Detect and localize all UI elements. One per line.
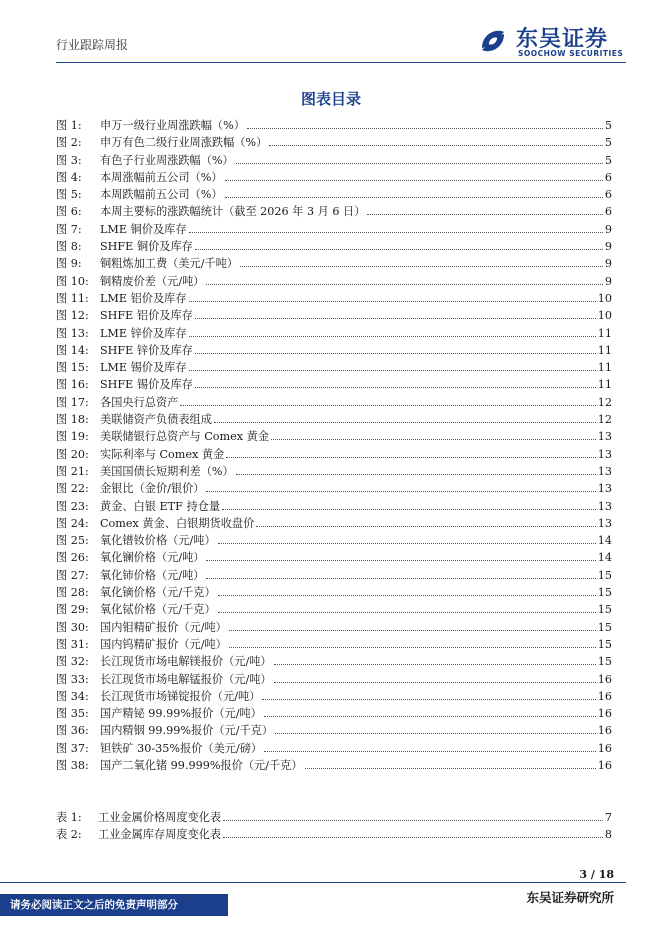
toc-leader-dots [189,290,596,302]
toc-entry-page: 10 [597,309,612,323]
toc-entry[interactable] [56,325,612,342]
toc-entry-number: 图 7: [56,222,82,236]
toc-entry-label: LME 锌价及库存 [100,326,187,340]
toc-entry-number: 图 28: [56,586,89,600]
toc-entry-number: 图 19: [56,430,89,444]
toc-entry-page: 11 [597,361,612,375]
toc-leader-dots [240,255,603,267]
toc-entry-number: 图 11: [56,291,89,305]
toc-entry-number: 图 21: [56,464,89,478]
toc-entry-label: 铜精废价差（元/吨） [100,274,205,288]
toc-entry-label: Comex 黄金、白银期货收盘价 [100,516,255,530]
toc-entry-number: 图 30: [56,620,89,634]
toc-leader-dots [223,809,603,821]
toc-entry-label: 长江现货市场电解镁报价（元/吨） [100,655,272,669]
toc-entry-label: 铜粗炼加工费（美元/千吨） [100,257,239,271]
toc-entry-label: 申万一级行业周涨跌幅（%） [100,119,245,132]
toc-entry-label: 国内钨精矿报价（元/吨） [100,637,227,651]
toc-leader-dots [271,428,596,440]
toc-entry-page: 15 [597,568,612,582]
toc-entry[interactable] [56,117,612,134]
toc-leader-dots [206,273,602,285]
toc-entry-page: 15 [597,620,612,634]
toc-entry-number: 图 20: [56,447,89,461]
toc-entry-label: 美联储银行总资产与 Comex 黄金 [100,430,270,444]
toc-leader-dots [236,152,603,164]
toc-entry-number: 图 27: [56,568,89,582]
toc-leader-dots [274,653,596,665]
toc-entry-number: 图 18: [56,413,89,427]
toc-entry-page: 9 [604,240,612,254]
toc-entry-page: 9 [604,257,612,271]
toc-entry[interactable] [56,290,612,307]
toc-entry-page: 12 [597,413,612,427]
toc-entry-number: 图 35: [56,707,89,721]
toc-entry-number: 图 31: [56,637,89,651]
toc-entry[interactable] [56,186,612,203]
toc-entry-page: 5 [604,136,612,150]
toc-entry[interactable] [56,722,612,739]
toc-entry-label: 国产精铋 99.99%报价（元/吨） [100,707,262,721]
brand-name: 东吴证券 [516,27,609,52]
toc-entry[interactable] [56,740,612,757]
toc-entry-label: 国内精铟 99.99%报价（元/千克） [100,724,274,738]
toc-entry[interactable] [56,809,612,826]
toc-entry-page: 11 [597,343,612,357]
toc-entry[interactable] [56,273,612,290]
toc-entry-page: 13 [597,447,612,461]
toc-entry[interactable] [56,826,612,843]
toc-entry-number: 表 2: [56,828,82,842]
toc-entry-number: 图 32: [56,655,89,669]
toc-leader-dots [226,446,595,458]
toc-entry[interactable] [56,238,612,255]
toc-leader-dots [206,480,595,492]
toc-entry-label: SHFE 铝价及库存 [100,309,193,323]
toc-leader-dots [264,740,596,752]
toc-entry-number: 图 29: [56,603,89,617]
toc-entry[interactable] [56,203,612,220]
disclaimer-banner [0,894,228,916]
toc-entry-number: 图 17: [56,395,89,409]
toc-entry-number: 图 6: [56,205,82,219]
toc-entry-page: 15 [597,603,612,617]
toc-entry-label: 氧化铈价格（元/吨） [100,568,205,582]
toc-entry-number: 图 13: [56,326,89,340]
toc-entry-number: 图 3: [56,153,82,167]
toc-entry-label: 氧化镨钕价格（元/吨） [100,534,216,548]
toc-entry-number: 图 25: [56,534,89,548]
toc-entry[interactable] [56,653,612,670]
toc-leader-dots [218,584,596,596]
toc-leader-dots [264,705,596,717]
toc-entry-label: 氧化镝价格（元/千克） [100,586,216,600]
toc-leader-dots [223,826,603,838]
toc-entry-label: SHFE 铜价及库存 [100,240,193,254]
toc-entry[interactable] [56,601,612,618]
toc-entry[interactable] [56,757,612,774]
toc-entry-number: 图 38: [56,758,89,772]
toc-entry-page: 9 [604,274,612,288]
toc-entry[interactable] [56,619,612,636]
toc-entry-page: 13 [597,482,612,496]
toc-entry-page: 9 [604,222,612,236]
brand-logo [476,22,626,62]
toc-leader-dots [206,567,595,579]
toc-entry-page: 16 [597,741,612,755]
toc-leader-dots [247,117,603,129]
toc-entry[interactable] [56,169,612,186]
toc-entry-page: 15 [597,586,612,600]
toc-entry-number: 图 4: [56,170,82,184]
toc-entry[interactable] [56,532,612,549]
toc-entry[interactable] [56,567,612,584]
page-indicator: 3 / 18 [579,868,614,881]
toc-leader-dots [275,722,596,734]
toc-entry-number: 图 2: [56,136,82,150]
toc-leader-dots [206,549,595,561]
toc-entry-label: 国内钼精矿报价（元/吨） [100,620,227,634]
toc-entry-page: 10 [597,291,612,305]
toc-entry-label: SHFE 锡价及库存 [100,378,193,392]
toc-entry[interactable] [56,359,612,376]
toc-leader-dots [218,532,596,544]
toc-entry-page: 13 [597,464,612,478]
toc-entry-label: 金银比（金价/银价） [100,482,205,496]
toc-entry[interactable] [56,515,612,532]
toc-entry[interactable] [56,411,612,428]
toc-entry-label: 美国国债长短期利差（%） [100,464,234,478]
toc-entry-number: 图 22: [56,482,89,496]
toc-entry-label: 本周主要标的涨跌幅统计（截至 2026 年 3 月 6 日） [100,205,366,219]
toc-leader-dots [236,463,596,475]
toc-title: 图表目录 [300,90,361,108]
toc-entry-number: 图 5: [56,188,82,202]
toc-entry-number: 图 12: [56,309,89,323]
toc-entry-label: 工业金属价格周度变化表 [98,811,222,824]
toc-leader-dots [256,515,595,527]
toc-entry-label: 实际利率与 Comex 黄金 [100,447,225,461]
toc-entry[interactable] [56,342,612,359]
toc-entry-number: 图 15: [56,361,89,375]
figure-list [56,117,612,774]
toc-entry-label: 氧化镧价格（元/吨） [100,551,205,565]
toc-entry-page: 16 [597,758,612,772]
toc-leader-dots [222,498,596,510]
toc-entry-number: 图 23: [56,499,89,513]
toc-entry-label: 氧化铽价格（元/千克） [100,603,216,617]
toc-entry-page: 11 [597,378,612,392]
toc-entry-label: 本周涨幅前五公司（%） [100,170,223,184]
toc-leader-dots [229,636,596,648]
toc-entry-page: 12 [597,395,612,409]
toc-entry-number: 图 9: [56,257,82,271]
toc-entry-page: 16 [597,689,612,703]
toc-entry[interactable] [56,636,612,653]
toc-entry-number: 图 37: [56,741,89,755]
table-list [56,809,612,844]
toc-entry-page: 7 [604,811,612,824]
toc-entry-page: 5 [604,153,612,167]
toc-entry[interactable] [56,463,612,480]
toc-leader-dots [218,601,596,613]
toc-entry-label: 有色子行业周涨跌幅（%） [100,153,234,167]
toc-leader-dots [305,757,596,769]
toc-entry[interactable] [56,498,612,515]
toc-leader-dots [225,186,603,198]
toc-entry-label: LME 铝价及库存 [100,291,187,305]
toc-leader-dots [262,688,595,700]
toc-entry[interactable] [56,480,612,497]
toc-entry[interactable] [56,428,612,445]
toc-entry-label: 国产二氧化锗 99.999%报价（元/千克） [100,758,303,772]
toc-entry-number: 图 16: [56,378,89,392]
toc-entry-label: LME 锡价及库存 [100,361,187,375]
toc-entry-label: 钽铁矿 30-35%报价（美元/磅） [100,741,263,755]
toc-entry[interactable] [56,376,612,393]
toc-entry-label: LME 铜价及库存 [100,222,187,236]
toc-entry-page: 11 [597,326,612,340]
toc-entry-label: SHFE 锌价及库存 [100,343,193,357]
toc-entry-page: 15 [597,637,612,651]
toc-entry[interactable] [56,705,612,722]
toc-entry[interactable] [56,307,612,324]
toc-entry-number: 图 10: [56,274,89,288]
toc-entry-label: 黄金、白银 ETF 持仓量 [100,499,221,513]
toc-entry-page: 5 [604,119,612,132]
toc-leader-dots [229,619,596,631]
toc-leader-dots [269,134,603,146]
toc-entry[interactable] [56,688,612,705]
toc-entry-label: 长江现货市场锑锭报价（元/吨） [100,689,261,703]
toc-entry-page: 16 [597,724,612,738]
toc-entry-page: 6 [604,170,612,184]
toc-entry-page: 8 [604,828,612,842]
soochow-logo-icon [476,24,510,58]
toc-leader-dots [195,376,596,388]
toc-entry[interactable] [56,584,612,601]
disclaimer-note: 请务必阅读正文之后的免责声明部分 [10,899,178,911]
toc-leader-dots [189,359,596,371]
toc-entry[interactable] [56,671,612,688]
header-rule [56,62,626,63]
toc-entry-page: 14 [597,551,612,565]
toc-entry-page: 16 [597,672,612,686]
toc-leader-dots [274,671,596,683]
toc-leader-dots [225,169,603,181]
toc-entry[interactable] [56,134,612,151]
toc-entry[interactable] [56,221,612,238]
toc-entry-page: 13 [597,499,612,513]
toc-leader-dots [195,307,596,319]
toc-entry-number: 表 1: [56,811,82,824]
toc-entry[interactable] [56,255,612,272]
toc-entry[interactable] [56,446,612,463]
toc-entry-number: 图 24: [56,516,89,530]
toc-leader-dots [180,394,595,406]
toc-entry-number: 图 8: [56,240,82,254]
toc-entry-page: 13 [597,516,612,530]
toc-entry[interactable] [56,152,612,169]
toc-entry-page: 13 [597,430,612,444]
institute-name: 东吴证券研究所 [526,890,614,905]
toc-leader-dots [367,203,602,215]
toc-entry-number: 图 34: [56,689,89,703]
toc-leader-dots [195,238,603,250]
toc-entry-page: 16 [597,707,612,721]
toc-entry-label: 工业金属库存周度变化表 [98,828,222,842]
toc-leader-dots [195,342,596,354]
toc-entry-label: 美联储资产负债表组成 [100,413,212,427]
toc-leader-dots [189,221,603,233]
toc-entry[interactable] [56,394,612,411]
footer-rule [0,882,626,883]
toc-entry[interactable] [56,549,612,566]
brand-name-en: SOOCHOW SECURITIES [518,49,624,58]
toc-leader-dots [189,325,596,337]
toc-entry-number: 图 33: [56,672,89,686]
toc-entry-label: 申万有色二级行业周涨跌幅（%） [100,136,268,150]
header-report-type: 行业跟踪周报 [56,38,129,52]
toc-leader-dots [214,411,596,423]
toc-entry-number: 图 26: [56,551,89,565]
toc-entry-label: 长江现货市场电解锰报价（元/吨） [100,672,272,686]
toc-entry-page: 6 [604,205,612,219]
toc-entry-number: 图 36: [56,724,89,738]
toc-entry-page: 15 [597,655,612,669]
toc-entry-page: 6 [604,188,612,202]
toc-entry-number: 图 1: [56,119,82,132]
toc-entry-label: 本周跌幅前五公司（%） [100,188,223,202]
toc-entry-label: 各国央行总资产 [100,395,179,409]
toc-entry-page: 14 [597,534,612,548]
toc-entry-number: 图 14: [56,343,89,357]
